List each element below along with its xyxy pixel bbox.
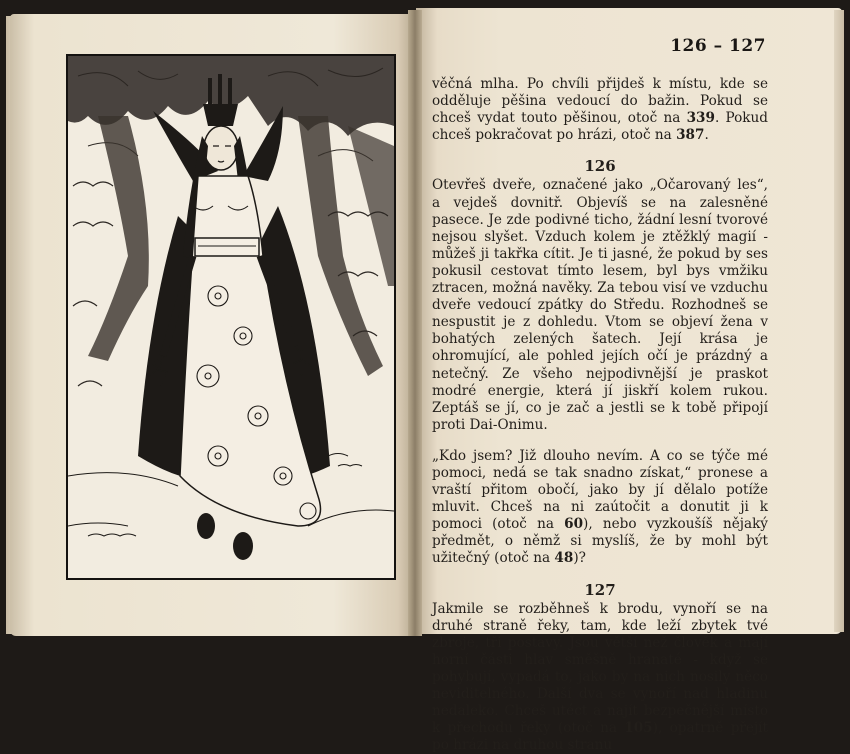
sorceress-illustration	[66, 54, 396, 580]
text-run: ), nebo vyzkoušíš nějaký předmět, o němž si myslíš, že by mohl být užitečný (otoč na	[432, 516, 768, 567]
section-reference: 105	[624, 720, 653, 737]
paragraph	[432, 448, 768, 568]
section-reference: 387	[676, 127, 705, 144]
right-page-text	[432, 76, 768, 754]
text-run: věčná mlha. Po chvíli přijdeš k místu, kde se odděluje pěšina vedoucí do bažin. Pokud se chceš vydat touto pěšinou, otoč na	[432, 76, 768, 127]
section-reference: 48	[554, 550, 574, 567]
text-run: Jakmile se rozběhneš k brodu, vynoří se na druhé straně řeky, tam, kde leží zbytek tvé zbroje, tři postavy. Jsou větší než člověk a mají horní části hlav směšně hranaté - když se pohybují, vypadá to, jako by na nich nosily něco neviditelného. Další dva se vynoří nad hladinu nedaleko. Chceš utéct a najít bezpečnější místo k přechodu řeky (otoč na	[432, 600, 768, 737]
section-number-126: 126	[584, 157, 616, 176]
text-run: Otevřeš dveře, označené jako „Očarovaný les“, a vejdeš dovnitř. Objevíš se na zalesněné pasece. Je zde podivné ticho, žádní lesní tvorové nejsou slyšet. Vzduch kolem je ztěžklý magií - můžeš ji takřka cítit. Je ti jasné, že pokud by ses pokusil cestovat tímto lesem, byl bys vmžiku ztracen, možná navěky. Za tebou visí ve vzduchu dveře vedoucí zpátky do Středu. Rozhodneš se nespustit je z dohledu. Vtom se objeví žena v bohatých zelených šatech. Její krása je ohromující, ale pohled jejích očí je prázdný a netečný. Ze všeho nejpodivnější je praskot modré energie, která jí jiskří kolem rukou. Zeptáš se jí, co je zač a jestli se k tobě připojí proti Dai-Onimu.	[432, 177, 768, 433]
section-number-127: 127	[584, 580, 616, 599]
text-run: ), opatrně přejít po hrázi na druhou stranu	[432, 720, 768, 754]
paragraph	[432, 177, 768, 433]
text-run: .	[704, 127, 709, 144]
page-number-header: 126 – 127	[670, 36, 766, 56]
text-run: „Kdo jsem? Již dlouho nevím. A co se týče mé pomoci, nedá se tak snadno získat,“ pronese a vraští přitom obočí, jako by jí dělalo potíže mluvit. Chceš na ni zaútočit a donutit ji k pomoci (otoč na	[432, 447, 768, 533]
book-gutter	[408, 10, 422, 636]
sorceress-in-forest-illustration-icon	[68, 56, 394, 578]
section-reference: 60	[564, 516, 584, 533]
paragraph	[432, 76, 768, 144]
section-reference: 339	[686, 110, 715, 127]
paragraph	[432, 601, 768, 754]
right-page-edges	[834, 10, 844, 632]
text-run: . Pokud chceš pokračovat po hrázi, otoč na	[432, 110, 768, 144]
text-run: )?	[573, 550, 586, 567]
